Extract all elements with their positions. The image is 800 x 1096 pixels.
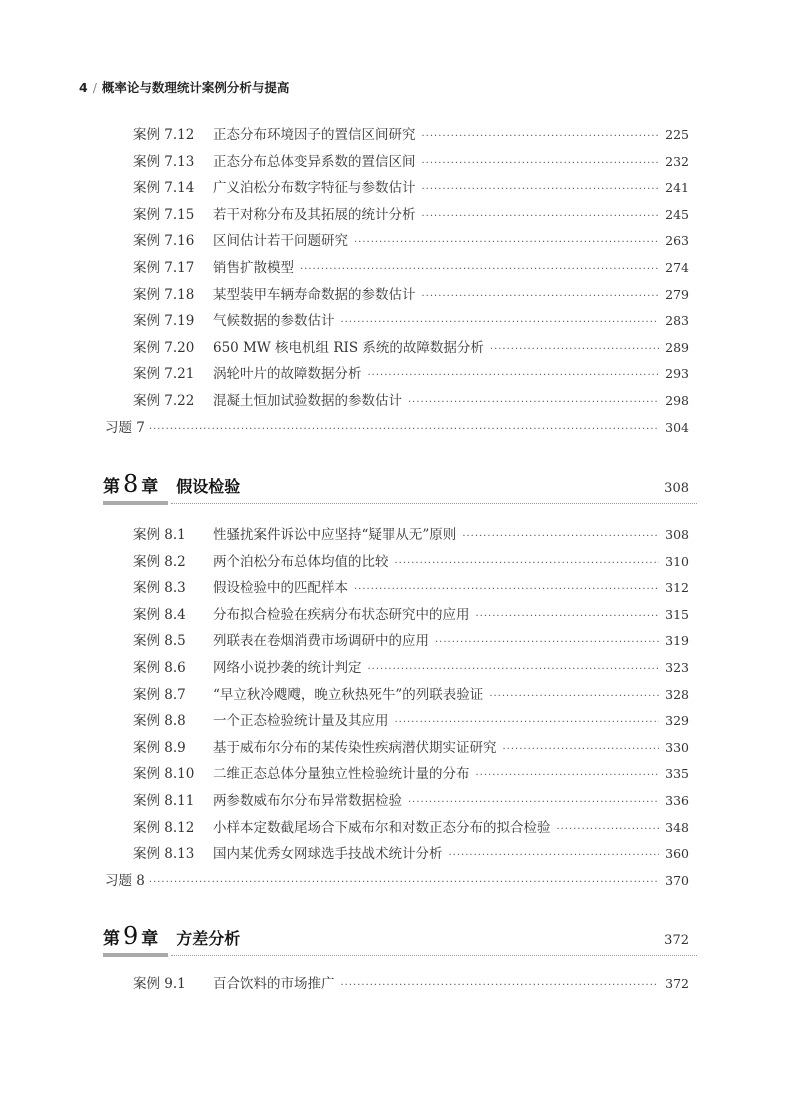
dot-leader (490, 344, 659, 355)
dot-leader (462, 531, 659, 542)
toc-entry[interactable] (133, 709, 689, 736)
chapter-9-entries (133, 972, 689, 999)
entry-title: 一个正态检验统计量及其应用 (213, 713, 389, 730)
case-number: 案例 8.1 (133, 527, 186, 543)
entry-page: 323 (665, 659, 689, 675)
entry-title: 二维正态总体分量独立性检验统计量的分布 (213, 766, 470, 783)
dot-leader (368, 664, 660, 675)
entry-title: 涡轮叶片的故障数据分析 (213, 366, 362, 383)
case-number: 案例 8.2 (133, 553, 186, 570)
entry-page: 315 (665, 606, 689, 622)
entry-title: 国内某优秀女网球选手技战术统计分析 (213, 846, 443, 863)
entry-title: 小样本定数截尾场合下威布尔和对数正态分布的拟合检验 (213, 819, 551, 836)
entry-page: 370 (665, 872, 689, 888)
chapter-7-entries (105, 123, 689, 442)
toc-entry[interactable] (133, 842, 689, 869)
case-number: 案例 8.12 (133, 819, 195, 836)
entry-page: 245 (665, 206, 689, 222)
chapter-number: 第 8 章 (103, 470, 159, 498)
entry-title: 销售扩散模型 (213, 259, 294, 276)
entry-page: 304 (665, 419, 689, 435)
dot-leader (503, 744, 660, 755)
dot-leader (354, 237, 659, 248)
toc-exercise[interactable] (105, 416, 689, 443)
entry-title: 广义泊松分布数字特征与参数估计 (213, 180, 416, 197)
dot-leader (408, 797, 659, 808)
entry-page: 360 (665, 846, 689, 862)
toc-entry[interactable] (133, 789, 689, 816)
dot-leader (557, 824, 660, 835)
case-number: 案例 7.16 (133, 233, 195, 250)
dot-leader (300, 264, 659, 275)
toc-entry[interactable] (133, 656, 689, 683)
case-number: 案例 7.18 (133, 286, 195, 303)
toc-entry[interactable] (133, 389, 689, 416)
entry-page: 298 (665, 392, 689, 408)
dot-leader (408, 397, 659, 408)
toc-entry[interactable] (133, 362, 689, 389)
dot-leader (476, 770, 660, 781)
entry-page: 308 (665, 527, 689, 542)
entry-page: 312 (665, 580, 689, 596)
toc-entry[interactable] (133, 816, 689, 843)
toc-entry[interactable] (133, 176, 689, 203)
case-number: 案例 7.17 (133, 259, 195, 276)
case-number: 案例 7.19 (133, 313, 195, 330)
toc-entry[interactable] (133, 603, 689, 630)
toc-entry[interactable] (133, 283, 689, 310)
toc-entry[interactable] (133, 309, 689, 336)
case-number: 案例 8.3 (133, 580, 186, 597)
entry-page: 279 (665, 286, 689, 302)
toc-entry[interactable] (133, 336, 689, 363)
entry-title: 两参数威布尔分布异常数据检验 (213, 792, 402, 809)
toc-entry[interactable] (133, 736, 689, 763)
toc-entry[interactable] (133, 123, 689, 150)
entry-page: 335 (665, 766, 689, 782)
chapter-8-entries (105, 523, 689, 895)
entry-title: 基于威布尔分布的某传染性疾病潜伏期实证研究 (213, 739, 497, 756)
entry-page: 274 (665, 259, 689, 275)
entry-title: 区间估计若干问题研究 (213, 233, 348, 250)
dot-leader (354, 584, 659, 595)
entry-page: 348 (665, 819, 689, 835)
dot-leader (435, 637, 659, 648)
dot-leader (449, 850, 660, 861)
toc-entry[interactable] (133, 550, 689, 577)
entry-page: 232 (665, 153, 689, 169)
dot-leader (149, 424, 659, 435)
case-number: 案例 8.7 (133, 686, 186, 703)
case-number: 案例 7.15 (133, 206, 195, 223)
entry-page: 310 (665, 553, 689, 569)
entry-page: 293 (665, 366, 689, 382)
case-number: 案例 8.4 (133, 606, 186, 623)
entry-title: 某型装甲车辆寿命数据的参数估计 (213, 286, 416, 303)
dot-leader (476, 611, 660, 622)
entry-title: 百合饮料的市场推广 (213, 976, 335, 992)
entry-title: 两个泊松分布总体均值的比较 (213, 553, 389, 570)
dot-leader (341, 980, 660, 991)
case-number: 案例 7.21 (133, 366, 195, 383)
case-number: 案例 8.6 (133, 659, 186, 676)
case-number: 案例 8.10 (133, 766, 195, 783)
dot-leader (422, 291, 660, 302)
entry-title: 混凝土恒加试验数据的参数估计 (213, 392, 402, 409)
entry-page: 241 (665, 180, 689, 196)
entry-title: 分布拟合检验在疾病分布状态研究中的应用 (213, 606, 470, 623)
chapter-title: 方差分析 (176, 929, 241, 948)
case-number: 案例 7.12 (133, 127, 195, 143)
entry-page: 263 (665, 233, 689, 249)
dot-leader (422, 158, 660, 169)
dot-leader (368, 370, 660, 381)
entry-title: 若干对称分布及其拓展的统计分析 (213, 206, 416, 223)
toc-entry[interactable] (133, 523, 689, 550)
entry-page: 319 (665, 633, 689, 649)
toc-entry[interactable] (133, 762, 689, 789)
page-number: 4 (79, 80, 88, 95)
exercise-title: 习题 7 (105, 419, 145, 436)
dot-leader (489, 691, 659, 702)
book-title: 概率论与数理统计案例分析与提高 (101, 80, 290, 95)
toc-entry[interactable] (133, 629, 689, 656)
case-number: 案例 8.8 (133, 713, 186, 730)
chapter-title: 假设检验 (176, 477, 241, 496)
toc-entry[interactable] (133, 203, 689, 230)
entry-title: 性骚扰案件诉讼中应坚持“疑罪从无”原则 (213, 527, 457, 543)
case-number: 案例 7.20 (133, 339, 195, 356)
case-number: 案例 8.5 (133, 633, 186, 650)
case-number: 案例 8.11 (133, 792, 195, 809)
case-number: 案例 7.22 (133, 392, 195, 409)
case-number: 案例 7.14 (133, 180, 195, 197)
entry-title: 假设检验中的匹配样本 (213, 580, 348, 597)
entry-title: 网络小说抄袭的统计判定 (213, 659, 362, 676)
entry-title: 气候数据的参数估计 (213, 313, 335, 330)
chapter-page: 372 (664, 933, 689, 948)
dot-leader (149, 877, 659, 888)
entry-page: 225 (665, 127, 689, 142)
running-header (79, 78, 289, 96)
case-number: 案例 8.13 (133, 846, 195, 863)
chapter-number: 第 9 章 (103, 922, 159, 950)
toc-entry[interactable] (133, 576, 689, 603)
dot-leader (395, 558, 660, 569)
dot-leader (422, 184, 660, 195)
entry-page: 329 (665, 713, 689, 729)
chapter-rule (103, 501, 697, 505)
chapter-8-heading[interactable] (103, 470, 689, 498)
dot-leader (341, 317, 660, 328)
toc-entry[interactable] (133, 150, 689, 177)
chapter-rule (103, 953, 697, 957)
entry-title: 列联表在卷烟消费市场调研中的应用 (213, 633, 429, 650)
entry-title: “早立秋冷飕飕，晚立秋热死牛”的列联表验证 (213, 686, 484, 703)
entry-page: 328 (665, 686, 689, 702)
entry-page: 289 (665, 339, 689, 355)
toc-exercise[interactable] (105, 869, 689, 896)
entry-page: 283 (665, 313, 689, 329)
entry-page: 336 (665, 792, 689, 808)
entry-title: 650 MW 核电机组 RIS 系统的故障数据分析 (213, 339, 484, 356)
toc-entry[interactable] (133, 972, 689, 999)
entry-page: 330 (665, 739, 689, 755)
entry-title: 正态分布总体变异系数的置信区间 (213, 153, 416, 170)
chapter-9-heading[interactable] (103, 922, 689, 950)
case-number: 案例 9.1 (133, 976, 186, 992)
case-number: 案例 7.13 (133, 153, 195, 170)
case-number: 案例 8.9 (133, 739, 186, 756)
toc-entry[interactable] (133, 256, 689, 283)
dot-leader (422, 211, 660, 222)
separator: / (92, 80, 97, 95)
toc-entry[interactable] (133, 229, 689, 256)
entry-page: 372 (665, 976, 689, 991)
dot-leader (395, 717, 660, 728)
dot-leader (422, 131, 660, 142)
toc-entry[interactable] (133, 683, 689, 710)
entry-title: 正态分布环境因子的置信区间研究 (213, 127, 416, 143)
exercise-title: 习题 8 (105, 872, 145, 889)
chapter-page: 308 (664, 481, 689, 496)
